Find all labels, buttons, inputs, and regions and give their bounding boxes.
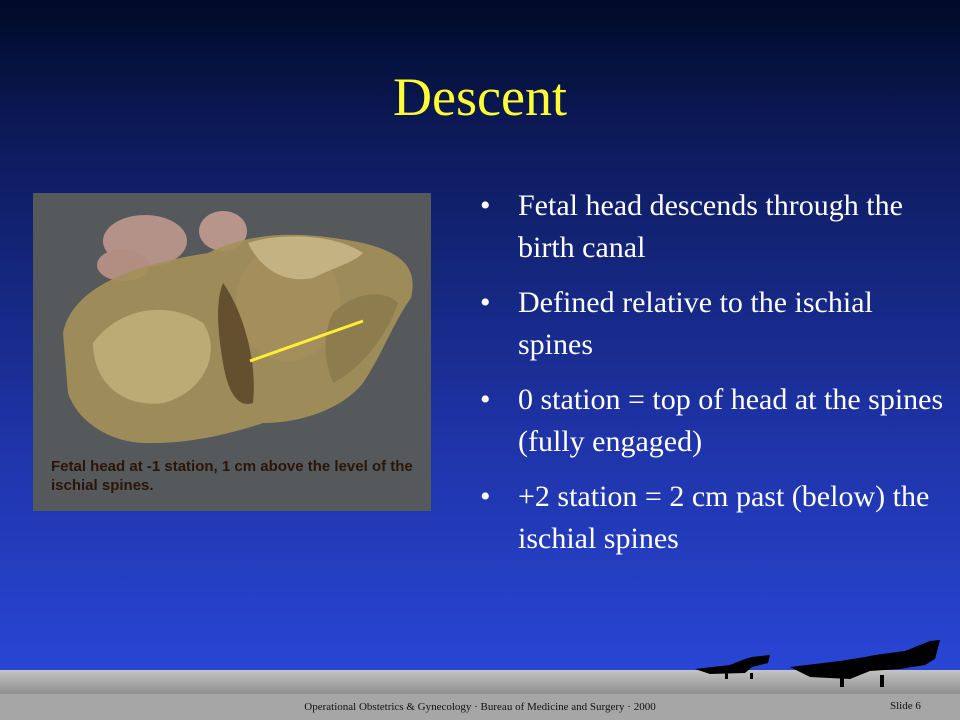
- bullet-dot-icon: •: [480, 480, 491, 513]
- photo-caption: Fetal head at -1 station, 1 cm above the level of the ischial spines.: [51, 458, 413, 494]
- pelvis-photo: [33, 193, 431, 511]
- footer-text: Operational Obstetrics & Gynecology · Bureau of Medicine and Surgery · 2000: [304, 701, 656, 713]
- bullet-list: [480, 185, 955, 573]
- bullet-text: Defined relative to the ischial spines: [518, 286, 873, 361]
- slide-number: Slide 6: [890, 700, 921, 712]
- bullet-item: [480, 379, 955, 463]
- bullet-item: [480, 282, 955, 366]
- bullet-dot-icon: •: [480, 383, 491, 416]
- bullet-text: 0 station = top of head at the spines (fully engaged): [518, 383, 944, 458]
- bullet-text: +2 station = 2 cm past (below) the ischial spines: [518, 480, 930, 555]
- fighter-jets-icon: [690, 637, 950, 693]
- bullet-dot-icon: •: [480, 189, 491, 222]
- bullet-item: [480, 476, 955, 560]
- bullet-text: Fetal head descends through the birth canal: [518, 189, 903, 264]
- bullet-item: [480, 185, 955, 269]
- slide-title: Descent: [393, 67, 567, 127]
- bullet-dot-icon: •: [480, 286, 491, 319]
